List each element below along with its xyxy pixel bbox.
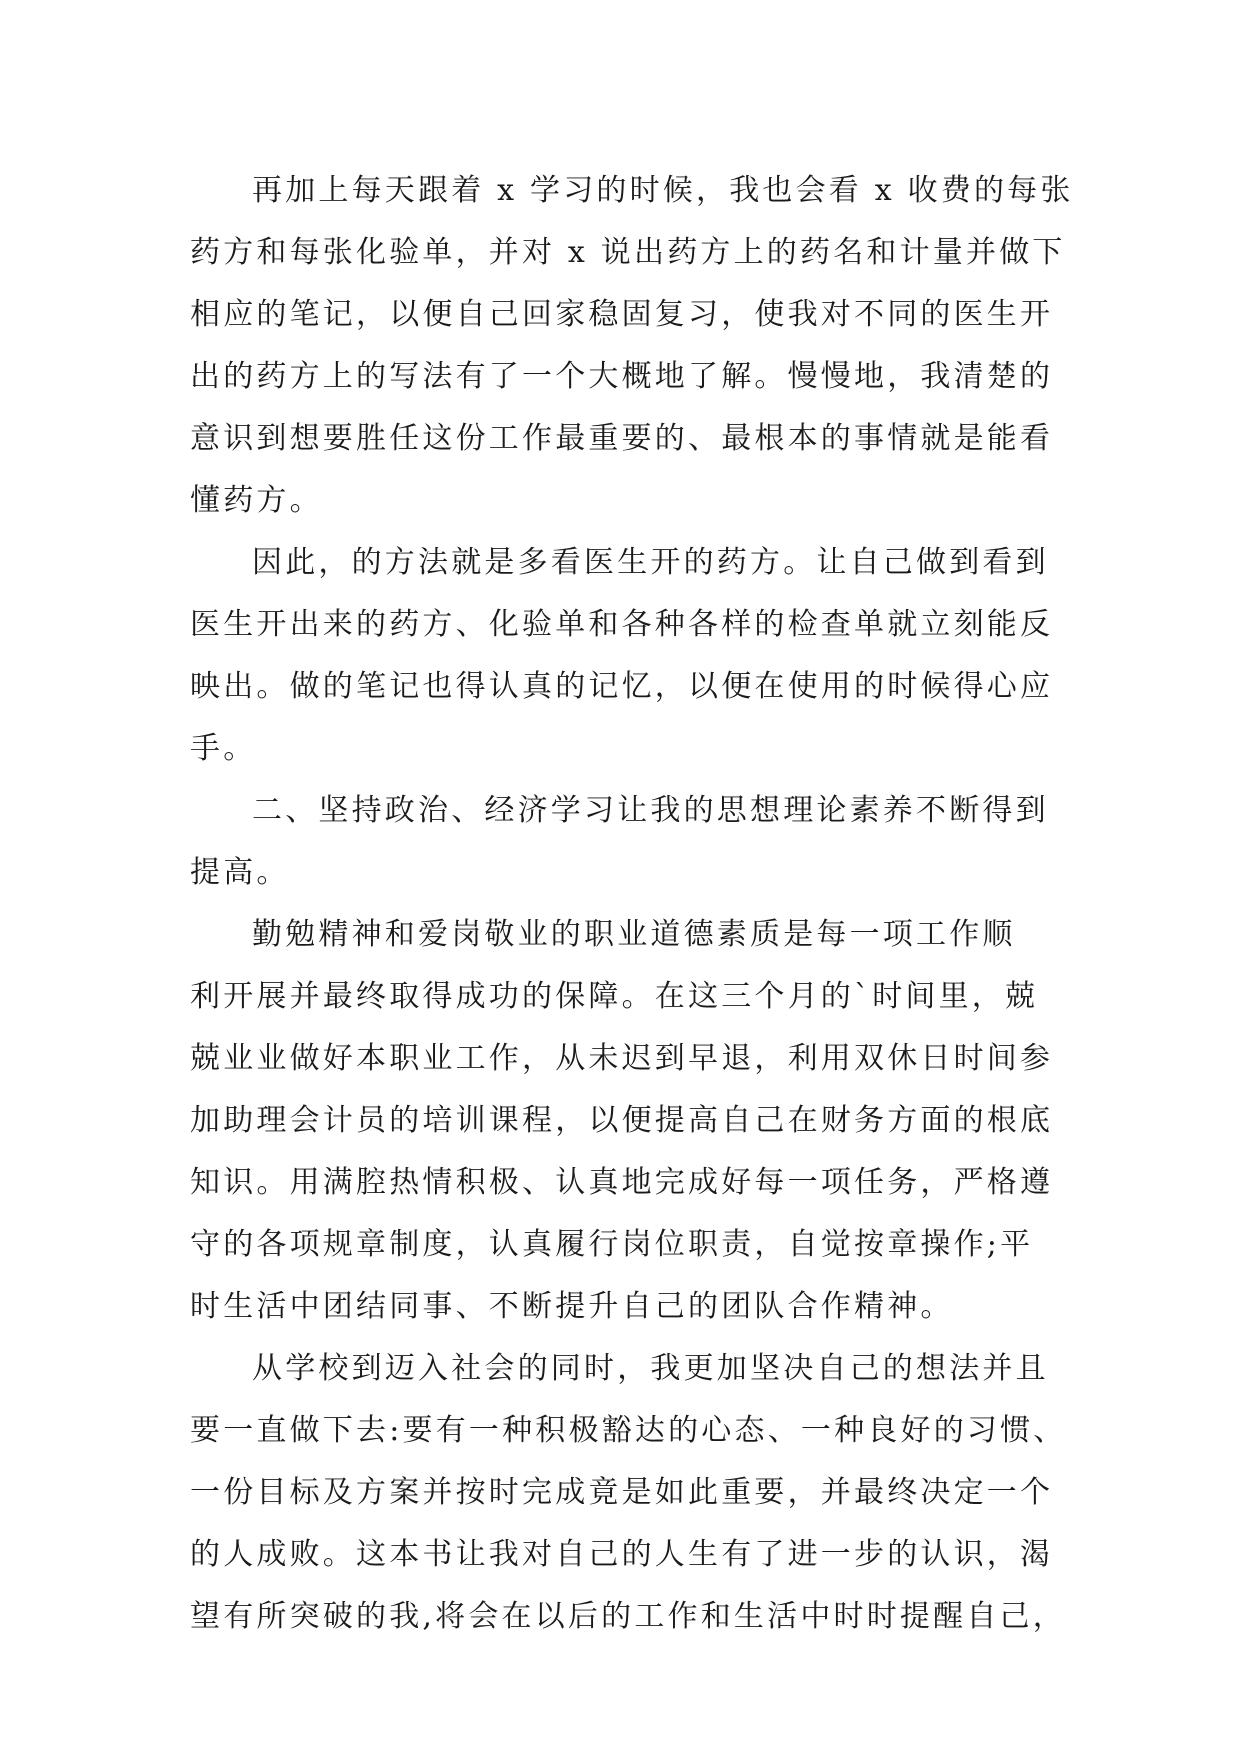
text-line: 知识。用满腔热情积极、认真地完成好每一项任务，严格遵 bbox=[190, 1165, 1054, 1200]
text-line: 手。 bbox=[190, 731, 257, 766]
text-line: 时生活中团结同事、不断提升自己的团队合作精神。 bbox=[190, 1289, 954, 1324]
text-line: 勤勉精神和爱岗敬业的职业道德素质是每一项工作顺 bbox=[252, 917, 1016, 952]
text-line: 再加上每天跟着 x 学习的时候，我也会看 x 收费的每张 bbox=[252, 173, 1074, 208]
text-line: 利开展并最终取得成功的保障。在这三个月的`时间里，兢 bbox=[190, 979, 1039, 1014]
text-line: 守的各项规章制度，认真履行岗位职责，自觉按章操作;平 bbox=[190, 1227, 1034, 1262]
text-line: 望有所突破的我,将会在以后的工作和生活中时时提醒自己， bbox=[190, 1599, 1066, 1634]
text-line: 医生开出来的药方、化验单和各种各样的检查单就立刻能反 bbox=[190, 607, 1054, 642]
text-line: 相应的笔记，以便自己回家稳固复习，使我对不同的医生开 bbox=[190, 297, 1054, 332]
text-line: 加助理会计员的培训课程，以便提高自己在财务方面的根底 bbox=[190, 1103, 1054, 1138]
text-line: 一份目标及方案并按时完成竟是如此重要，并最终决定一个 bbox=[190, 1475, 1054, 1510]
paragraph-method bbox=[190, 532, 1054, 780]
paragraph-pharmacy-study bbox=[190, 160, 1074, 532]
text-line: 的人成败。这本书让我对自己的人生有了进一步的认识，渴 bbox=[190, 1537, 1054, 1572]
paragraph-work-ethic bbox=[190, 904, 1054, 1338]
text-line: 兢业业做好本职业工作，从未迟到早退，利用双休日时间参 bbox=[190, 1041, 1054, 1076]
text-line: 二、坚持政治、经济学习让我的思想理论素养不断得到 bbox=[252, 793, 1049, 828]
text-line: 意识到想要胜任这份工作最重要的、最根本的事情就是能看 bbox=[190, 421, 1054, 456]
text-line: 药方和每张化验单，并对 x 说出药方上的药名和计量并做下 bbox=[190, 235, 1066, 270]
paragraph-reflection bbox=[190, 1338, 1067, 1648]
text-line: 懂药方。 bbox=[190, 483, 323, 518]
text-line: 因此，的方法就是多看医生开的药方。让自己做到看到 bbox=[252, 545, 1049, 580]
text-line: 要一直做下去:要有一种积极豁达的心态、一种良好的习惯、 bbox=[190, 1413, 1067, 1448]
document-body bbox=[190, 160, 1074, 1648]
section-heading-two bbox=[190, 780, 1050, 904]
text-line: 从学校到迈入社会的同时，我更加坚决自己的想法并且 bbox=[252, 1351, 1049, 1386]
text-line: 出的药方上的写法有了一个大概地了解。慢慢地，我清楚的 bbox=[190, 359, 1054, 394]
text-line: 映出。做的笔记也得认真的记忆，以便在使用的时候得心应 bbox=[190, 669, 1054, 704]
text-line: 提高。 bbox=[190, 855, 290, 890]
